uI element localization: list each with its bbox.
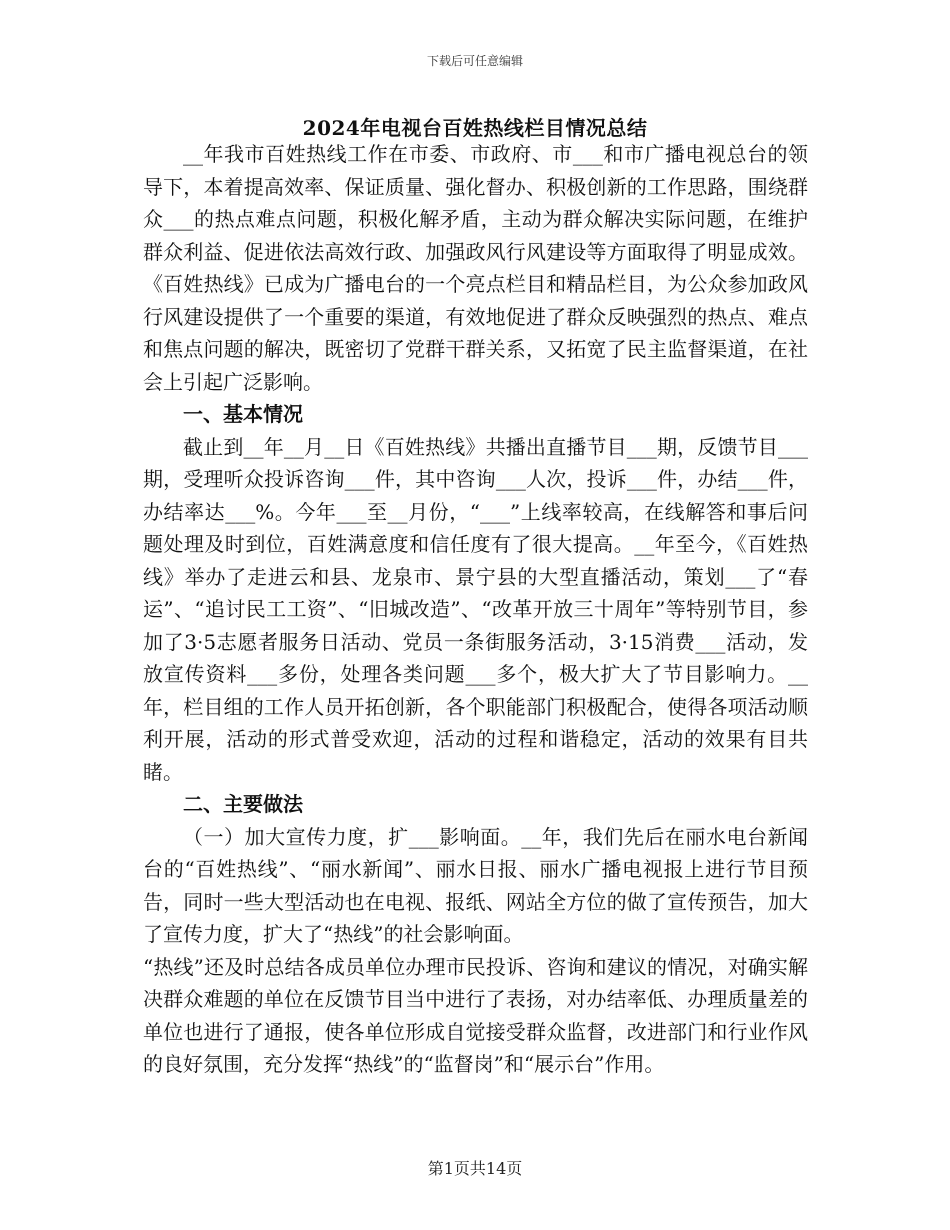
section-1-paragraph: 截止到__年__月__日《百姓热线》共播出直播节目___期，反馈节目___期，受理听众投诉咨询___件，其中咨询___人次，投诉___件，办结___件，办结率达___%。今年___至__月份，“___”上线率较高，在线解答和事后问题处理及时到位，百姓满意度和信任度有了很大提高。__年至今，《百姓热线》举办了走进云和县、龙泉市、景宁县的大型直播活动，策划___了“春运”、“追讨民工工资”、“旧城改造”、“改革开放三十周年”等特别节目，参加了3·5志愿者服务日活动、党员一条街服务活动，3·15消费___活动，发放宣传资料___多份，处理各类问题___多个，极大扩大了节目影响力。__年，栏目组的工作人员开拓创新，各个职能部门积极配合，使得各项活动顺利开展，活动的形式普受欢迎，活动的过程和谐稳定，活动的效果有目共睹。: [143, 434, 808, 784]
header-note: 下载后可任意编辑: [426, 54, 523, 68]
section-1-heading: 一、基本情况: [183, 402, 303, 426]
intro-paragraph: __年我市百姓热线工作在市委、市政府、市___和市广播电视总台的领导下，本着提高效率、保证质量、强化督办、积极创新的工作思路，围绕群众___的热点难点问题，积极化解矛盾，主动为群众解决实际问题，在维护群众利益、促进依法高效行政、加强政风行风建设等方面取得了明显成效。《百姓热线》已成为广播电台的一个亮点栏目和精品栏目，为公众参加政风行风建设提供了一个重要的渠道，有效地促进了群众反映强烈的热点、难点和焦点问题的解决，既密切了党群干群关系，又拓宽了民主监督渠道，在社会上引起广泛影响。: [143, 142, 808, 394]
section-2-paragraph-b: “热线”还及时总结各成员单位办理市民投诉、咨询和建议的情况，对确实解决群众难题的单位在反馈节目当中进行了表扬，对办结率低、办理质量差的单位也进行了通报，使各单位形成自觉接受群众监督，改进部门和行业作风的良好氛围，充分发挥“热线”的“监督岗”和“展示台”作用。: [143, 954, 808, 1076]
page-footer: 第1页共14页: [427, 1159, 523, 1178]
document-body: [143, 138, 808, 1081]
section-2-paragraph-a: （一）加大宣传力度，扩___影响面。__年，我们先后在丽水电台新闻台的“百姓热线”、“丽水新闻”、丽水日报、丽水广播电视报上进行节目预告，同时一些大型活动也在电视、报纸、网站全方位的做了宣传预告，加大了宣传力度，扩大了“热线”的社会影响面。: [143, 824, 808, 946]
document-title: 2024年电视台百姓热线栏目情况总结: [302, 116, 648, 140]
section-2-heading: 二、主要做法: [183, 792, 303, 816]
